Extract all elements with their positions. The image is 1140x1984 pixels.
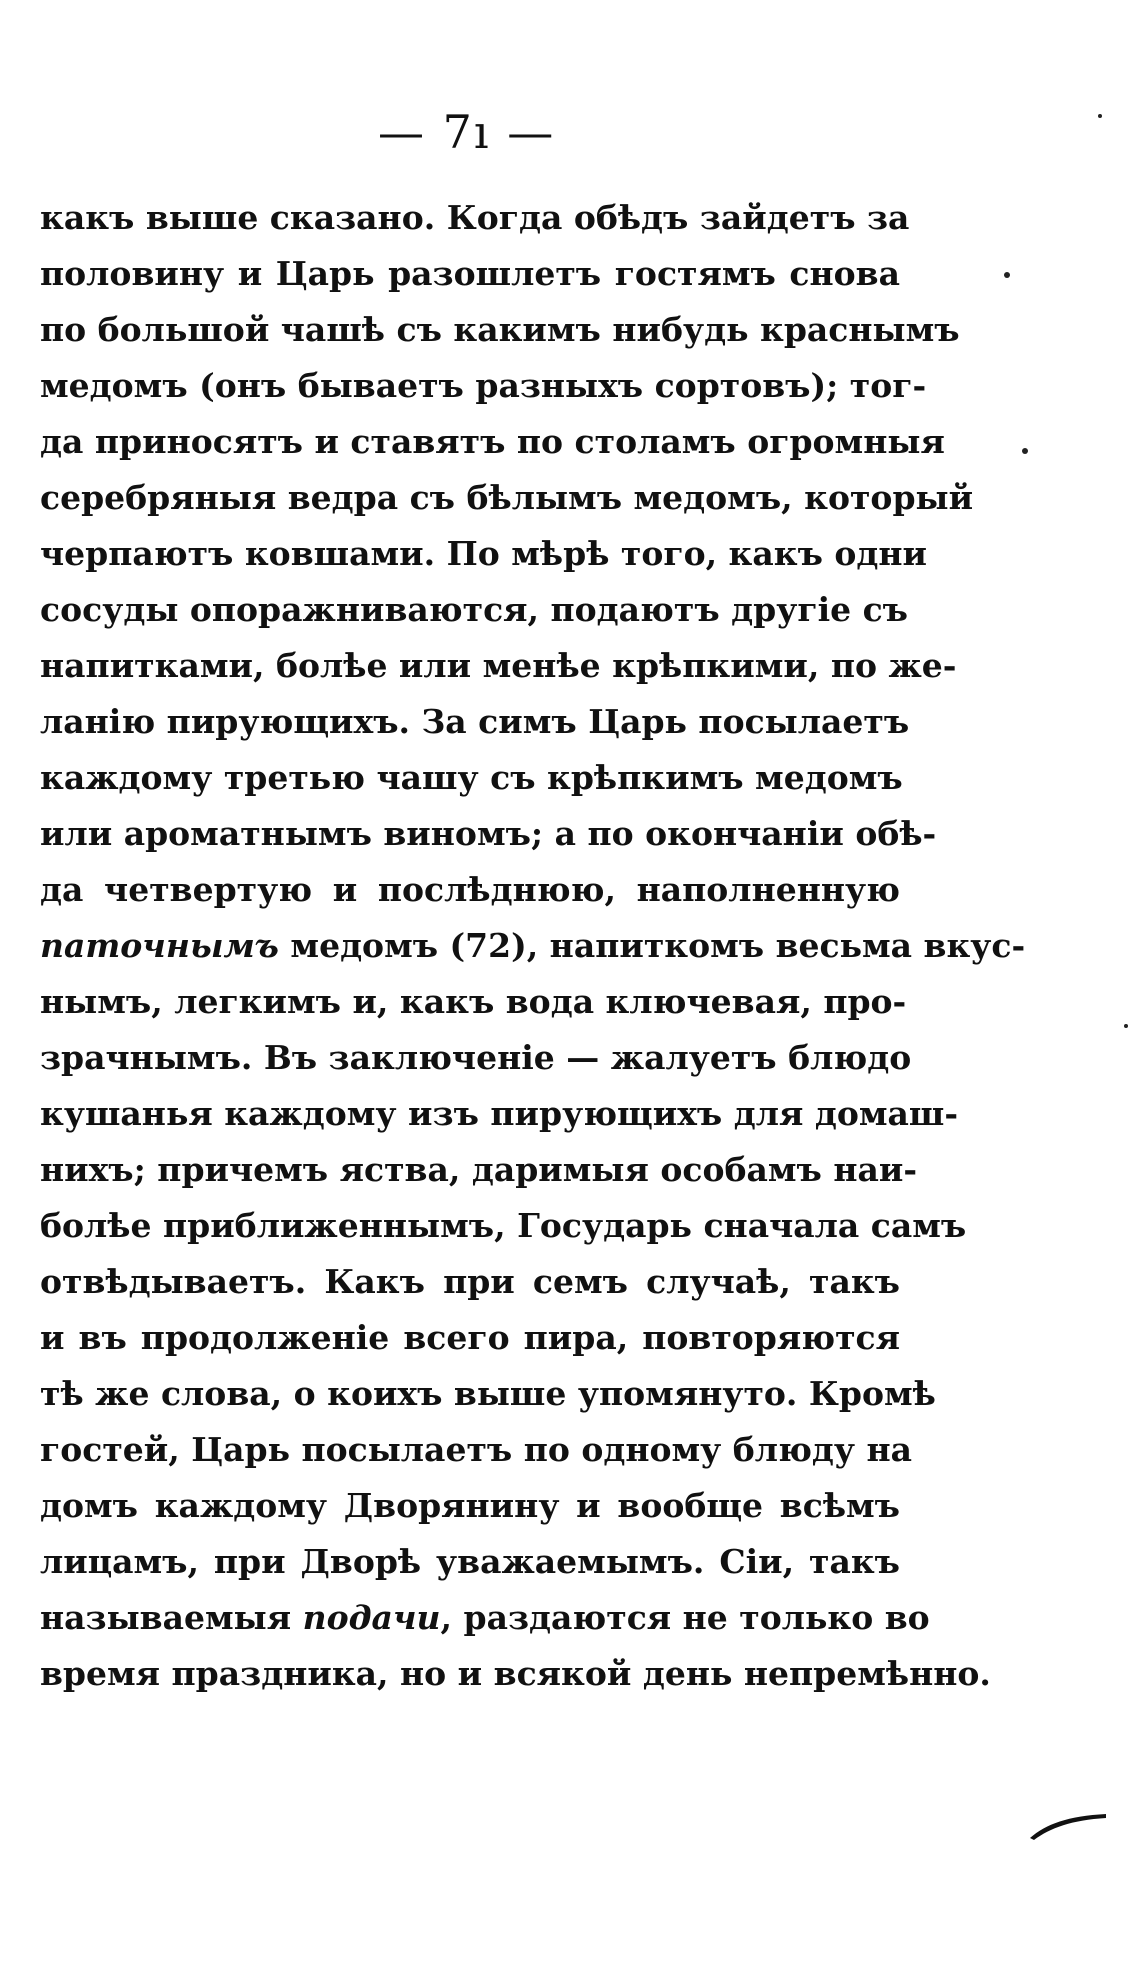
text-line-13: да четвертую и послѣднюю, наполненную: [40, 870, 900, 909]
text-line-16: зрачнымъ. Въ заключеніе — жалуетъ блюдо: [40, 1038, 912, 1077]
ink-stroke-mark: [1028, 1810, 1108, 1840]
body-text: [40, 190, 1026, 1702]
text-line-15: нымъ, легкимъ и, какъ вода ключевая, про-: [40, 982, 907, 1021]
text-line-5: да приносятъ и ставятъ по столамъ огромныя: [40, 422, 945, 461]
text-line-11: каждому третью чашу съ крѣпкимъ медомъ: [40, 758, 903, 797]
text-line-22: тѣ же слова, о коихъ выше упомянуто. Кромѣ: [40, 1374, 936, 1413]
margin-speck: [1124, 1024, 1128, 1028]
text-line-1: какъ выше сказано. Когда обѣдъ зайдетъ за: [40, 198, 910, 237]
text-line-20: отвѣдываетъ. Какъ при семъ случаѣ, такъ: [40, 1262, 900, 1301]
page-number-text: — 7ı —: [378, 105, 556, 159]
text-line-10: ланію пирующихъ. За симъ Царь посылаетъ: [40, 702, 910, 741]
text-line-2: половину и Царь разошлетъ гостямъ снова: [40, 254, 900, 293]
margin-speck: [1004, 272, 1010, 278]
text-line-14: [40, 918, 1026, 974]
text-line-4: медомъ (онъ бываетъ разныхъ сортовъ); тог-: [40, 366, 927, 405]
text-line-12: или ароматнымъ виномъ; а по окончаніи обѣ-: [40, 814, 937, 853]
text-line-17: кушанья каждому изъ пирующихъ для домаш-: [40, 1094, 959, 1133]
margin-speck: [1098, 114, 1102, 118]
text-line-27: время праздника, но и всякой день непремѣнно.: [40, 1654, 991, 1693]
text-line-23: гостей, Царь посылаетъ по одному блюду на: [40, 1430, 913, 1469]
italic-word-podachi: подачи: [302, 1598, 441, 1637]
text-line-6: серебряныя ведра съ бѣлымъ медомъ, который: [40, 478, 974, 517]
text-line-26: называемыя подачи, раздаются не только во: [40, 1598, 930, 1637]
text-line-26-rest: раздаются не только во: [463, 1598, 930, 1637]
text-line-9: напитками, болѣе или менѣе крѣпкими, по же-: [40, 646, 957, 685]
text-line-19: болѣе приближеннымъ, Государь сначала самъ: [40, 1206, 967, 1245]
italic-word-patochnym: паточнымъ: [40, 926, 279, 965]
text-line-21: и въ продолженіе всего пира, повторяются: [40, 1318, 900, 1357]
text-line-3: по большой чашѣ съ какимъ нибудь краснымъ: [40, 310, 960, 349]
margin-speck: [1022, 448, 1028, 454]
text-line-7: черпаютъ ковшами. По мѣрѣ того, какъ одни: [40, 534, 928, 573]
text-line-8: сосуды опоражниваются, подаютъ другіе съ: [40, 590, 908, 629]
text-line-24: домъ каждому Дворянину и вообще всѣмъ: [40, 1486, 900, 1525]
text-line-26-prefix: называемыя: [40, 1598, 292, 1637]
text-line-14-rest: медомъ (72), напиткомъ весьма вкус-: [290, 926, 1026, 965]
text-line-18: нихъ; причемъ яства, даримыя особамъ наи-: [40, 1150, 918, 1189]
text-line-25: лицамъ, при Дворѣ уважаемымъ. Сіи, такъ: [40, 1542, 900, 1581]
